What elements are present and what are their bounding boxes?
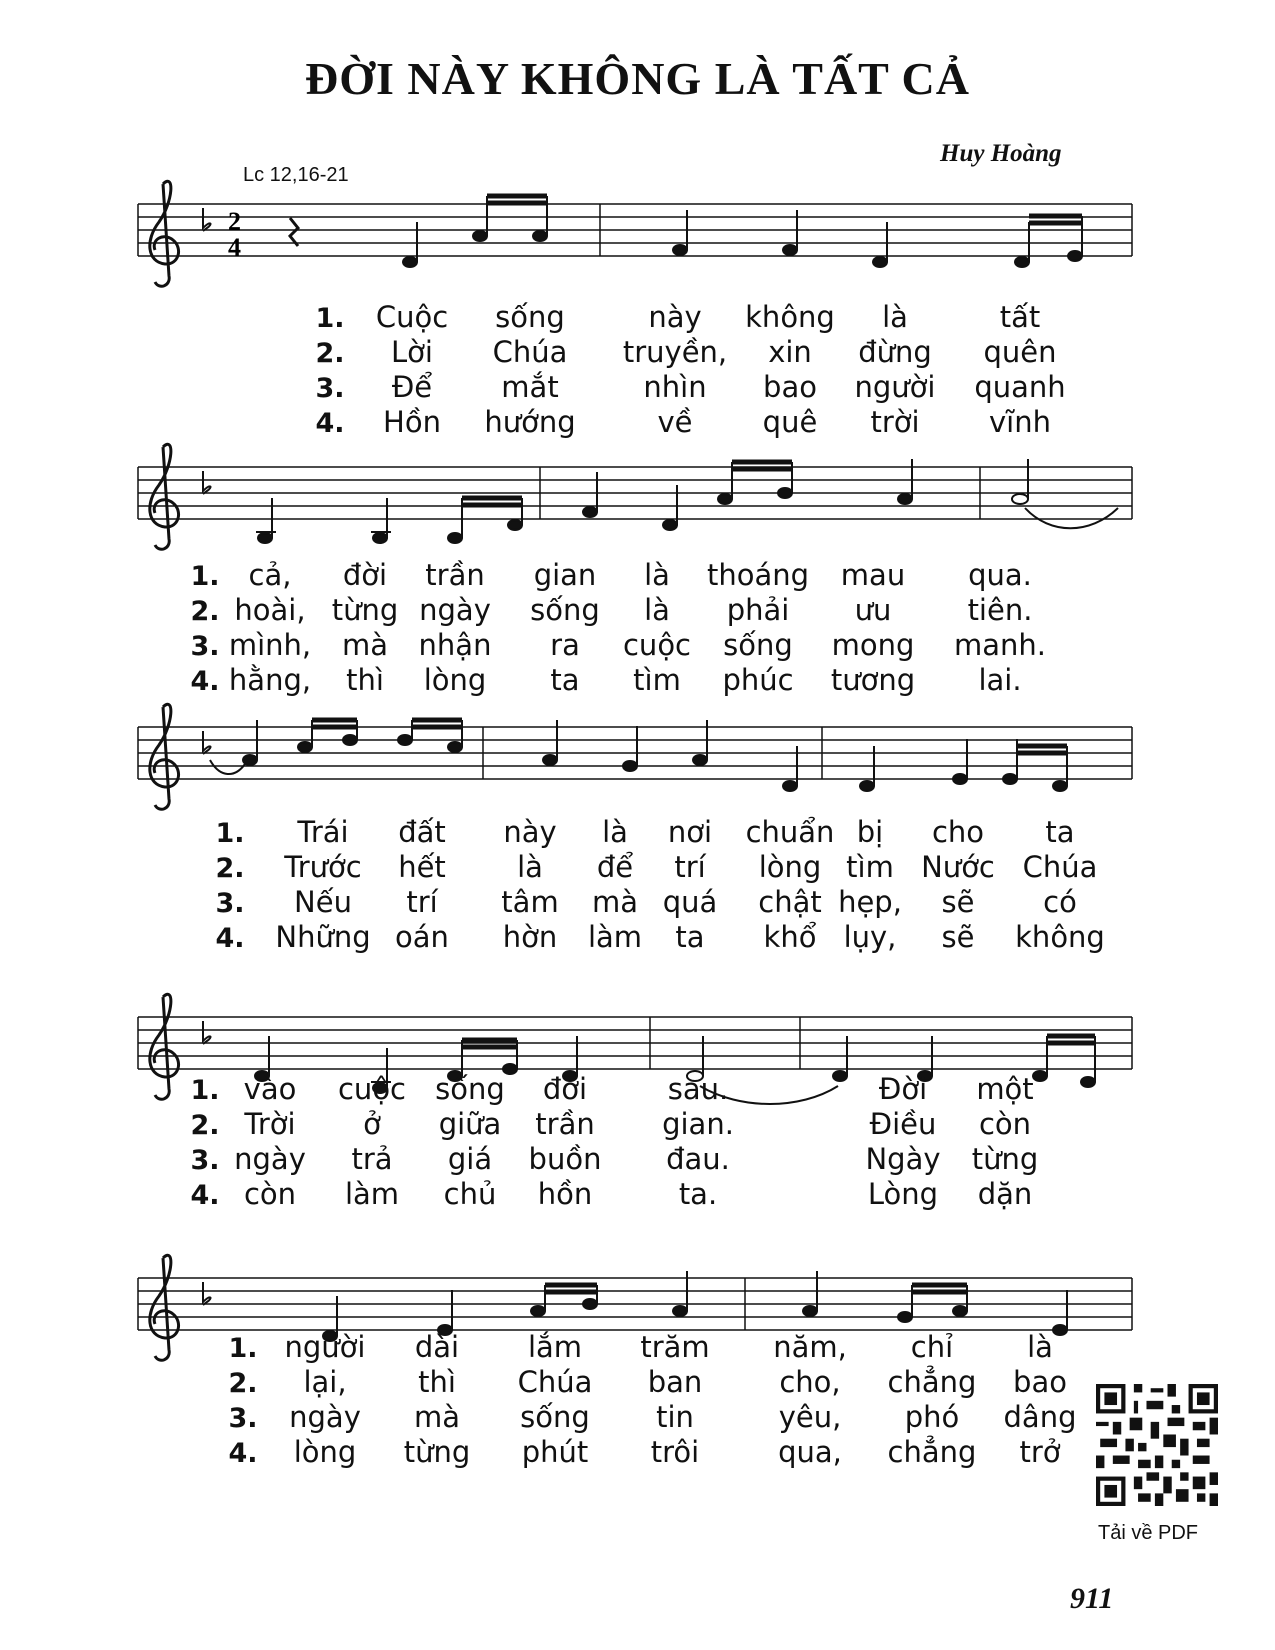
- lyric: hờn: [502, 920, 558, 954]
- lyric: mau: [840, 558, 906, 592]
- lyric: Hồn: [383, 405, 441, 439]
- lyric: lai.: [978, 663, 1022, 697]
- lyric: là: [517, 850, 543, 884]
- lyric: là: [882, 300, 908, 334]
- lyric: Chúa: [1022, 850, 1098, 884]
- verse-number: 1.: [215, 818, 245, 849]
- verse-number: 2.: [215, 853, 245, 884]
- lyric: chẳng: [887, 1435, 977, 1469]
- lyric: tin: [656, 1400, 694, 1434]
- lyric: lòng: [758, 850, 822, 884]
- lyric: giữa: [438, 1107, 502, 1141]
- lyric: tiên.: [967, 593, 1033, 627]
- lyric: hoài,: [234, 593, 306, 627]
- lyric: Những: [275, 920, 371, 954]
- lyric: hết: [398, 850, 446, 884]
- lyric: người: [284, 1330, 366, 1364]
- staff-system-2: [138, 444, 1132, 549]
- lyric: là: [644, 558, 670, 592]
- verse-number: 1.: [190, 1075, 220, 1106]
- lyric: trăm: [640, 1330, 710, 1364]
- lyric: giá: [447, 1142, 493, 1176]
- lyric: tâm: [501, 885, 559, 919]
- lyric: chuẩn: [745, 815, 835, 849]
- lyric: trần: [425, 558, 485, 592]
- lyric: ta.: [678, 1177, 718, 1211]
- lyric: lòng: [423, 663, 487, 697]
- lyric: mong: [831, 628, 915, 662]
- lyric: làm: [587, 920, 643, 954]
- lyric: trí: [406, 885, 438, 919]
- lyric: ở: [363, 1107, 381, 1141]
- lyric: nơi: [667, 815, 713, 849]
- lyric: Trước: [284, 850, 362, 884]
- song-title: ĐỜI NÀY KHÔNG LÀ TẤT CẢ: [305, 53, 970, 104]
- lyric: sống: [723, 628, 793, 662]
- lyric: mắt: [501, 370, 559, 404]
- lyric: mà: [341, 628, 389, 662]
- verse-number: 1.: [190, 561, 220, 592]
- lyric: tương: [830, 663, 916, 697]
- lyric: chỉ: [910, 1330, 954, 1364]
- verse-number: 3.: [190, 1145, 220, 1176]
- lyric: mà: [413, 1400, 461, 1434]
- verse-number: 2.: [190, 596, 220, 627]
- lyric: dâng: [1003, 1400, 1077, 1434]
- lyric: hướng: [484, 405, 576, 439]
- lyric: cuộc: [337, 1072, 407, 1106]
- staff-system-1: [138, 181, 1132, 286]
- time-sig-bottom: 4: [228, 233, 241, 262]
- lyric: lòng: [293, 1435, 357, 1469]
- lyric: ta: [675, 920, 705, 954]
- lyric: này: [503, 815, 557, 849]
- lyric: hồn: [537, 1177, 593, 1211]
- lyric: là: [1027, 1330, 1053, 1364]
- lyric: sau.: [667, 1072, 729, 1106]
- lyric: ra: [550, 628, 580, 662]
- lyric: chủ: [443, 1177, 497, 1211]
- lyric: đất: [398, 815, 446, 849]
- lyric: bao: [763, 370, 817, 404]
- lyric: cho,: [779, 1365, 841, 1399]
- lyric: ưu: [854, 593, 892, 627]
- lyric: trí: [674, 850, 706, 884]
- page-number: 911: [1070, 1582, 1114, 1615]
- verse-number: 2.: [190, 1110, 220, 1141]
- lyric: trời: [870, 405, 920, 439]
- lyric: phải: [726, 593, 790, 627]
- download-pdf-link[interactable]: Tải về PDF: [1098, 1522, 1199, 1544]
- lyric: hẹp,: [838, 885, 902, 919]
- lyric: phó: [904, 1400, 960, 1434]
- lyric: Đời: [878, 1072, 928, 1106]
- lyric: tất: [999, 300, 1041, 334]
- lyric: đời: [542, 1072, 588, 1106]
- lyric: Lòng: [867, 1177, 939, 1211]
- lyric: Cuộc: [375, 300, 449, 334]
- lyric: dặn: [977, 1177, 1033, 1211]
- lyric: vào: [243, 1072, 297, 1106]
- lyric: qua,: [778, 1435, 842, 1469]
- composer-name: Huy Hoàng: [940, 140, 1062, 167]
- lyric: thoáng: [706, 558, 810, 592]
- lyric: Để: [391, 370, 433, 404]
- lyric: trôi: [650, 1435, 700, 1469]
- lyric: nhìn: [643, 370, 707, 404]
- lyric: Trời: [244, 1107, 296, 1141]
- lyric: ta: [550, 663, 580, 697]
- lyric: sống: [495, 300, 565, 334]
- lyric: thì: [346, 663, 384, 697]
- lyric: còn: [978, 1107, 1032, 1141]
- lyric: mà: [591, 885, 639, 919]
- lyric: là: [602, 815, 628, 849]
- lyric: còn: [243, 1177, 297, 1211]
- lyric: hằng,: [228, 663, 312, 697]
- time-sig-top: 2: [228, 207, 241, 236]
- lyric: Điều: [869, 1107, 937, 1141]
- verse-number: 4.: [315, 408, 345, 439]
- lyric: dài: [414, 1330, 460, 1364]
- lyric: xin: [768, 335, 812, 369]
- lyric: buồn: [528, 1142, 602, 1176]
- lyric: khổ: [763, 920, 817, 954]
- verse-number: 4.: [190, 666, 220, 697]
- lyric: trần: [535, 1107, 595, 1141]
- lyric: trở: [1019, 1435, 1061, 1469]
- lyric: Nếu: [294, 885, 352, 919]
- lyric: đời: [342, 558, 388, 592]
- lyric: sẽ: [941, 920, 975, 954]
- verse-number: 3.: [228, 1403, 258, 1434]
- lyric: tìm: [846, 850, 894, 884]
- scripture-reference: Lc 12,16-21: [243, 164, 349, 186]
- lyric: chẳng: [887, 1365, 977, 1399]
- lyric: Chúa: [492, 335, 568, 369]
- lyric: bị: [856, 815, 884, 849]
- lyric: cả,: [248, 558, 292, 592]
- lyric: Chúa: [517, 1365, 593, 1399]
- lyric: Lời: [391, 335, 433, 369]
- lyric: có: [1043, 885, 1077, 919]
- lyric: về: [657, 405, 693, 439]
- lyric: quá: [662, 885, 718, 919]
- verse-number: 4.: [215, 923, 245, 954]
- lyric: tìm: [633, 663, 681, 697]
- lyric: chật: [758, 885, 822, 919]
- lyric: ngày: [289, 1400, 361, 1434]
- verse-number: 4.: [190, 1180, 220, 1211]
- verse-number: 1.: [228, 1333, 258, 1364]
- lyric: không: [1015, 920, 1105, 954]
- lyric: yêu,: [778, 1400, 842, 1434]
- lyric: lại,: [303, 1365, 347, 1399]
- lyric: sẽ: [941, 885, 975, 919]
- lyric: thì: [418, 1365, 456, 1399]
- lyric: ban: [647, 1365, 703, 1399]
- lyric: lắm: [527, 1330, 583, 1364]
- lyric: trả: [351, 1142, 393, 1176]
- lyric: quê: [762, 405, 818, 439]
- verse-number: 4.: [228, 1438, 258, 1469]
- lyric: lụy,: [843, 920, 897, 954]
- qr-code-icon[interactable]: [1096, 1370, 1218, 1520]
- verse-number: 3.: [190, 631, 220, 662]
- staff-system-3: [138, 704, 1132, 809]
- lyric: sống: [520, 1400, 590, 1434]
- staff-system-5: [138, 1255, 1132, 1360]
- lyric: bao: [1013, 1365, 1067, 1399]
- lyric: từng: [331, 593, 399, 627]
- lyric: Trái: [297, 815, 349, 849]
- lyric: Ngày: [865, 1142, 941, 1176]
- lyric: gian.: [662, 1107, 734, 1141]
- lyric: đau.: [666, 1142, 730, 1176]
- lyric: Nước: [921, 850, 995, 884]
- lyric: ngày: [419, 593, 491, 627]
- lyric: nhận: [418, 628, 492, 662]
- verse-number: 2.: [315, 338, 345, 369]
- lyric: một: [976, 1072, 1034, 1106]
- lyric: sống: [435, 1072, 505, 1106]
- lyric: làm: [344, 1177, 400, 1211]
- lyric: quên: [983, 335, 1057, 369]
- lyric: quanh: [974, 370, 1066, 404]
- lyric: mình,: [228, 628, 312, 662]
- lyric: từng: [971, 1142, 1039, 1176]
- lyric: người: [854, 370, 936, 404]
- lyric: ngày: [234, 1142, 306, 1176]
- lyric: ta: [1045, 815, 1075, 849]
- lyric: manh.: [954, 628, 1046, 662]
- lyric: truyền,: [622, 335, 728, 369]
- verse-number: 1.: [315, 303, 345, 334]
- lyric: này: [648, 300, 702, 334]
- lyric: cuộc: [622, 628, 692, 662]
- verse-number: 2.: [228, 1368, 258, 1399]
- lyric: oán: [395, 920, 449, 954]
- lyric: đừng: [858, 335, 932, 369]
- lyric: vĩnh: [989, 405, 1051, 439]
- staff-system-4: [138, 994, 1132, 1104]
- lyric: phúc: [722, 663, 794, 697]
- lyric: để: [596, 850, 634, 884]
- lyric: qua.: [968, 558, 1032, 592]
- verse-number: 3.: [315, 373, 345, 404]
- lyric: từng: [403, 1435, 471, 1469]
- lyric: năm,: [773, 1330, 847, 1364]
- lyric: phút: [521, 1435, 589, 1469]
- lyric: gian: [533, 558, 597, 592]
- lyric: sống: [530, 593, 600, 627]
- verse-number: 3.: [215, 888, 245, 919]
- lyric: cho: [931, 815, 985, 849]
- lyric: không: [745, 300, 835, 334]
- lyric: là: [644, 593, 670, 627]
